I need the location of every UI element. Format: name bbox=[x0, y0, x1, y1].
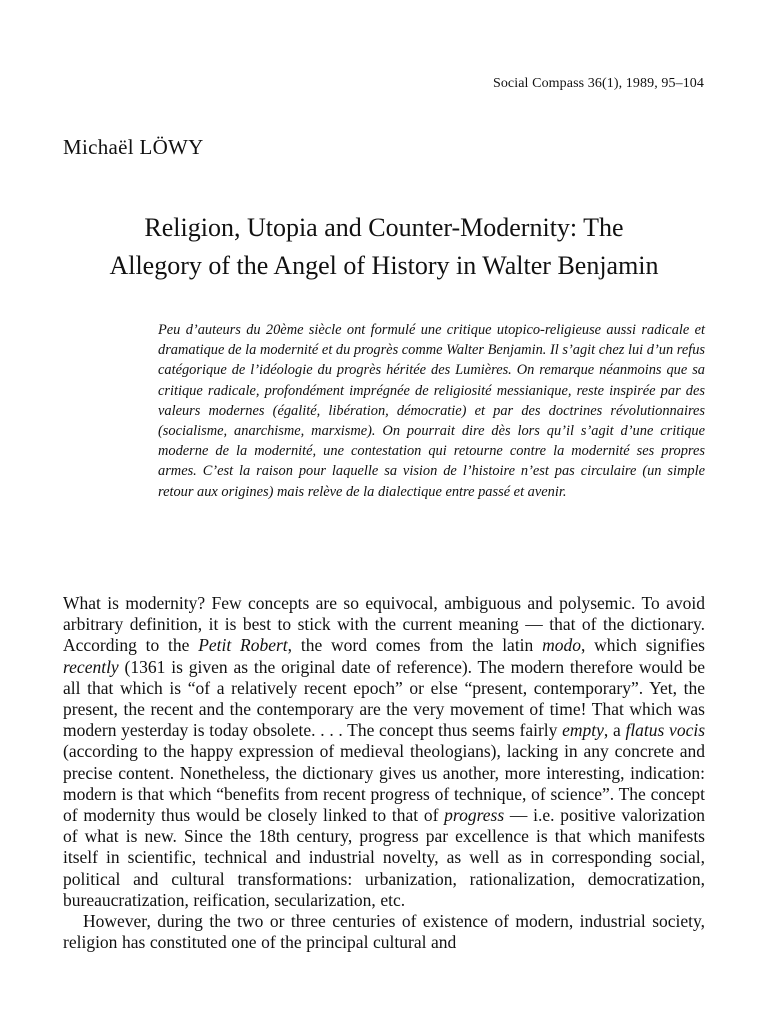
body-text-run: (according to the happy expression of medieval theologians), lacking in any concrete and precise content. Nonetheless, the dictionary gives us another, more interesting, indication: modern is that which “benefits from recent progress of technique, of science”. The concept of modernity thus would be closely linked to that of bbox=[63, 741, 705, 826]
body-italic-run: recently bbox=[63, 656, 119, 677]
body-text-run: , the word comes from the latin bbox=[287, 635, 543, 656]
body-italic-run: Petit Robert bbox=[198, 635, 288, 656]
title-line-2: Allegory of the Angel of History in Walter Benjamin bbox=[109, 251, 659, 280]
body-text-run: What is modernity? Few concepts are so equivocal, ambiguous and polysemic. To avoid arbitrary definition, it is best to stick with the current meaning — that of the dictionary. According to the bbox=[63, 593, 705, 656]
body-text-run: , which signifies bbox=[580, 635, 705, 656]
body-text-run: (1361 is given as the original date of reference). The modern therefore would be all that which is “of a relatively recent epoch” or else “present, contemporary”. Yet, the present, the recent and the contemporary are the very movement of time! That which was modern yesterday is today obsolete. . . . The concept thus seems fairly bbox=[63, 656, 705, 741]
body-italic-run: progress bbox=[444, 805, 505, 826]
body-text-run: — i.e. positive valorization of what is new. Since the 18th century, progress par excellence is that which manifests itself in scientific, technical and industrial novelty, as well as in corresponding social, political and cultural transformations: urbanization, rationalization, democratization, bureaucratization, reification, secularization, etc. bbox=[63, 805, 705, 910]
french-abstract: Peu d’auteurs du 20ème siècle ont formulé une critique utopico-religieuse aussi radicale et dramatique de la modernité et du progrès comme Walter Benjamin. Il s’agit chez lui d’un refus catégorique de l’idéologie du progrès héritée des Lumières. On remarque néanmoins que sa critique radicale, profondément imprégnée de religiosité messianique, reste inspirée par des valeurs modernes (égalité, libération, démocratie) et par des doctrines révolutionnaires (socialisme, anarchisme, marxisme). On pourrait dire dès lors qu’il s’agit d’une critique moderne de la modernité, une contestation qui retourne contre la modernité ses propres armes. C’est la raison pour laquelle sa vision de l’histoire n’est pas circulaire (un simple retour aux origines) mais relève de la dialectique entre passé et avenir. bbox=[158, 322, 705, 500]
body-italic-run: flatus vocis bbox=[625, 720, 706, 741]
body-paragraph-1 bbox=[63, 593, 705, 911]
title-line-1: Religion, Utopia and Counter-Modernity: The bbox=[144, 213, 624, 242]
author-name: Michaël LÖWY bbox=[63, 135, 204, 159]
journal-reference: Social Compass 36(1), 1989, 95–104 bbox=[492, 76, 704, 91]
article-body bbox=[63, 593, 705, 953]
body-paragraph-2: However, during the two or three centuries of existence of modern, industrial society, religion has constituted one of the principal cultural and bbox=[63, 911, 705, 953]
body-italic-run: modo bbox=[542, 635, 581, 656]
body-text-run: , a bbox=[603, 720, 626, 741]
body-italic-run: empty bbox=[562, 720, 604, 741]
article-title bbox=[63, 209, 705, 285]
